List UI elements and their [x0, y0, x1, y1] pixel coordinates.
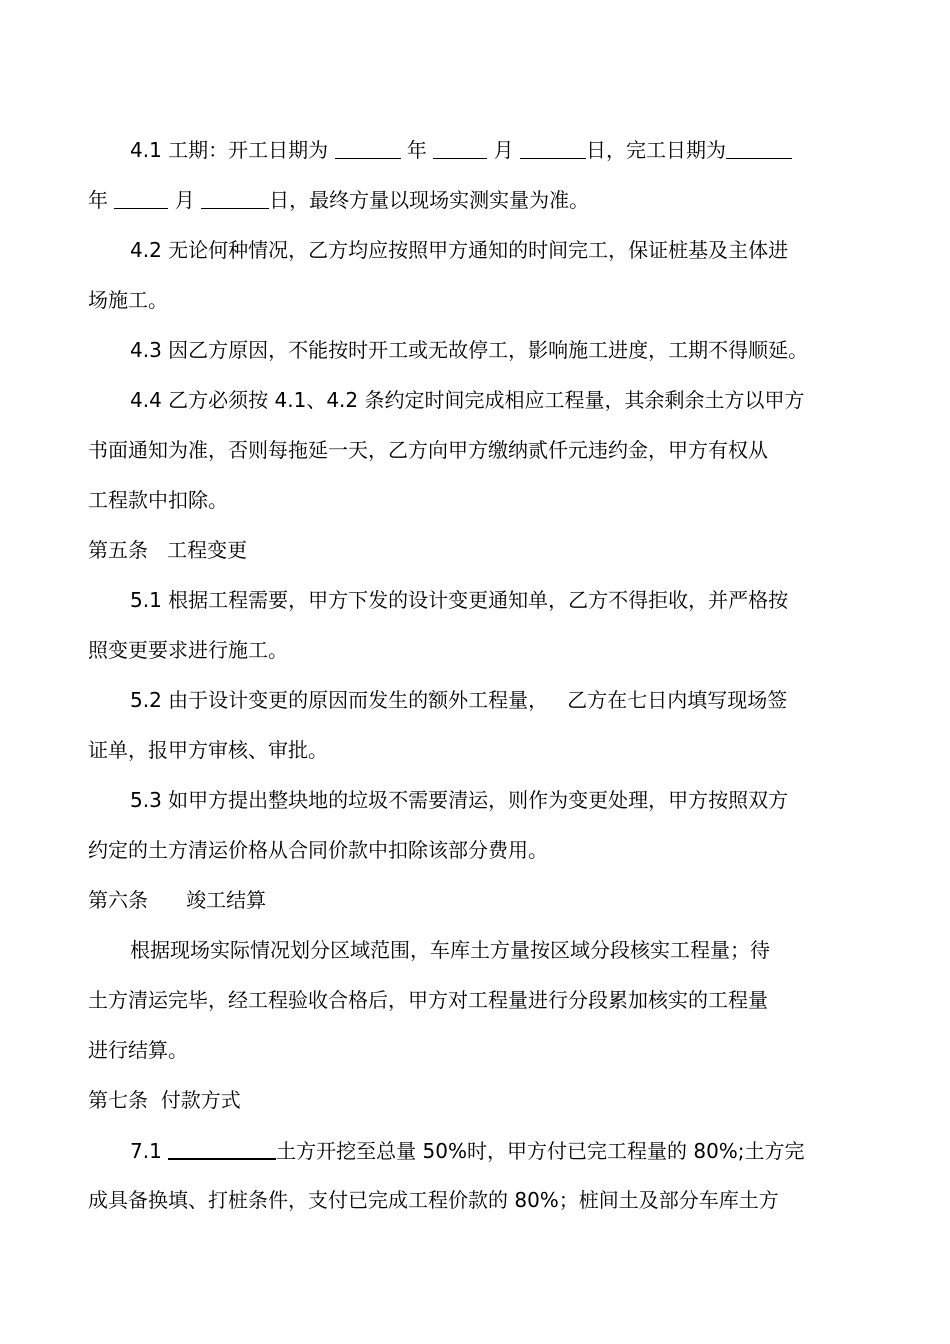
- para-5-2-line-1: 5.2 由于设计变更的原因而发生的额外工程量， 乙方在七日内填写现场签: [130, 688, 788, 712]
- para-6-line-2: 土方清运完毕，经工程验收合格后，甲方对工程量进行分段累加核实的工程量: [88, 988, 768, 1012]
- para-4-4-line-3: 工程款中扣除。: [88, 488, 228, 512]
- end-month-blank: [114, 186, 168, 209]
- amount-blank: [168, 1136, 276, 1160]
- para-7-1-line-1: 7.1 土方开挖至总量 50%时，甲方付已完工程量的 80%;土方完: [130, 1136, 805, 1164]
- section-5-heading: 第五条 工程变更: [88, 538, 248, 562]
- start-month-blank: [433, 136, 487, 159]
- end-year-blank: [726, 136, 792, 159]
- para-6-line-1: 根据现场实际情况划分区域范围，车库土方量按区域分段核实工程量；待: [130, 938, 770, 962]
- para-4-1-line-1: 4.1 工期：开工日期为 年 月 日，完工日期为: [130, 136, 792, 164]
- end-day-blank: [201, 186, 269, 209]
- para-4-2-line-1: 4.2 无论何种情况，乙方均应按照甲方通知的时间完工，保证桩基及主体进: [130, 238, 789, 262]
- para-5-1-line-2: 照变更要求进行施工。: [88, 638, 288, 662]
- para-5-2-line-2: 证单，报甲方审核、审批。: [88, 738, 328, 762]
- para-4-2-line-2: 场施工。: [88, 288, 168, 312]
- para-7-1-line-2: 成具备换填、打桩条件，支付已完成工程价款的 80%；桩间土及部分车库土方: [88, 1188, 779, 1212]
- section-7-heading: 第七条 付款方式: [88, 1088, 241, 1112]
- start-year-blank: [335, 136, 401, 159]
- para-5-3-line-1: 5.3 如甲方提出整块地的垃圾不需要清运，则作为变更处理，甲方按照双方: [130, 788, 789, 812]
- para-4-4-line-1: 4.4 乙方必须按 4.1、4.2 条约定时间完成相应工程量，其余剩余土方以甲方: [130, 388, 805, 412]
- para-4-4-line-2: 书面通知为准，否则每拖延一天，乙方向甲方缴纳贰仟元违约金，甲方有权从: [88, 438, 768, 462]
- para-5-3-line-2: 约定的土方清运价格从合同价款中扣除该部分费用。: [88, 838, 548, 862]
- para-6-line-3: 进行结算。: [88, 1038, 188, 1062]
- para-4-1-line-2: 年 月 日，最终方量以现场实测实量为准。: [88, 188, 590, 212]
- section-6-heading: 第六条 竣工结算: [88, 888, 267, 912]
- start-day-blank: [520, 136, 586, 159]
- para-4-3-line-1: 4.3 因乙方原因，不能按时开工或无故停工，影响施工进度，工期不得顺延。: [130, 338, 809, 362]
- para-5-1-line-1: 5.1 根据工程需要，甲方下发的设计变更通知单，乙方不得拒收，并严格按: [130, 588, 789, 612]
